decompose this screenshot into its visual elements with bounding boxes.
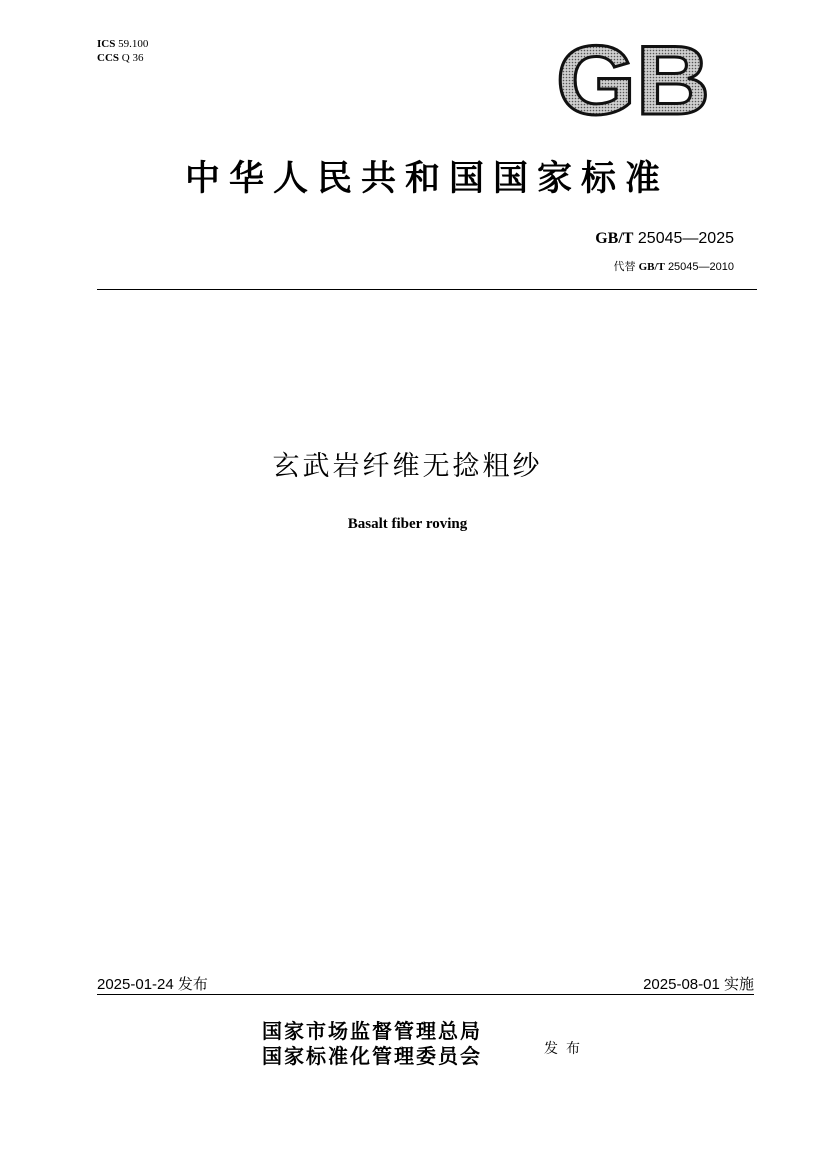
implementation-date: 2025-08-01 实施 [643,976,754,993]
document-title-chinese: 玄武岩纤维无捻粗纱 [272,451,543,482]
document-title-english: Basalt fiber roving [347,516,468,532]
ccs-label: CCS [97,52,120,64]
replaces-prefix: GB/T [638,261,665,273]
footer-divider [97,994,754,995]
replaces-standard [614,258,734,274]
gb-logo-text: GB [556,40,710,124]
national-standard-title: 中华人民共和国国家标准 [184,158,669,199]
issuer-samr: 国家市场监督管理总局 [262,1019,482,1043]
ccs-value: Q 36 [121,52,144,64]
standard-number-value: 25045—2025 [637,230,734,247]
issuer-sac: 国家标准化管理委员会 [262,1044,482,1068]
issue-date: 2025-01-24 发布 [97,976,208,993]
standard-number-prefix: GB/T [595,230,634,247]
issuing-authorities [262,1019,482,1069]
replaces-value: 25045—2010 [667,261,734,273]
publish-label: 发布 [544,1041,588,1057]
ics-label: ICS [97,38,116,50]
ics-code [97,37,148,51]
header-divider [97,289,757,290]
ccs-code [97,51,148,65]
classification-codes [97,37,148,65]
ics-value: 59.100 [118,38,149,50]
standard-number [595,230,734,248]
replaces-word: 代替 [613,261,636,273]
gb-logo [553,40,713,124]
